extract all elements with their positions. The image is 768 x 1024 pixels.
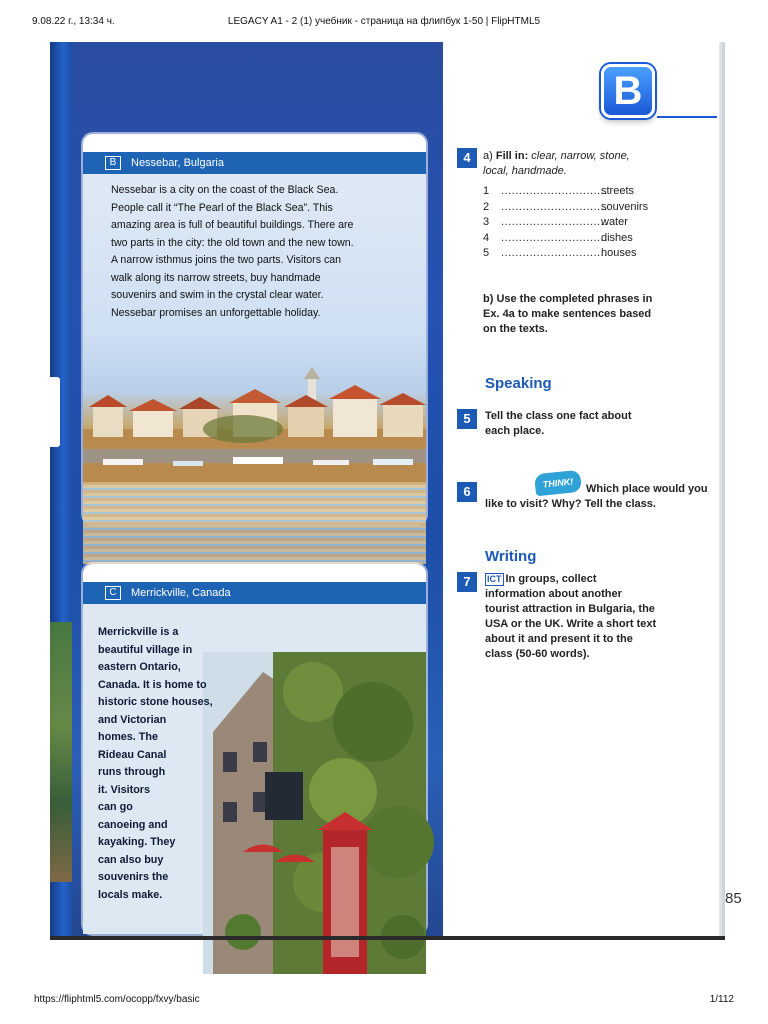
page-number: 85 (725, 890, 742, 907)
merrickville-line: souvenirs the (98, 871, 169, 883)
merrickville-line: locals make. (98, 888, 163, 901)
nessebar-line: amazing area is full of beautiful buildings. There are (111, 219, 354, 231)
fill-blank: .............................. (501, 216, 608, 229)
nessebar-line: walk along its narrow streets, buy handmade (111, 271, 321, 284)
textbook-page-scan (50, 42, 742, 940)
writing-heading: Writing (485, 548, 537, 565)
nessebar-line: Nessebar promises an unforgettable holiday. (111, 306, 321, 319)
nessebar-line: souvenirs and swim in the crystal clear water. (111, 289, 324, 301)
fill-row (483, 201, 703, 217)
nessebar-line: Nessebar is a city on the coast of the Black Sea. (111, 184, 339, 196)
strip-tab (50, 377, 60, 447)
print-header (0, 16, 768, 32)
merrickville-text (98, 624, 223, 904)
merrickville-line: kayaking. They (98, 836, 176, 848)
merrickville-line: Merrickville is a (98, 626, 179, 638)
card-header-merrickville (83, 582, 426, 604)
fill-word: streets (601, 185, 635, 197)
exercise-6-number: 6 (457, 482, 477, 502)
badge-underline (657, 116, 717, 118)
fill-row (483, 232, 703, 248)
fill-blank: .............................. (501, 231, 608, 244)
print-datetime: 9.08.22 г., 13:34 ч. (32, 16, 115, 27)
left-blue-panel (50, 42, 443, 940)
ex4b-line: b) Use the completed phrases in (483, 293, 653, 305)
ex4b-line: on the texts. (483, 323, 548, 335)
ex7-line: information about another (485, 588, 622, 600)
card-merrickville (83, 564, 426, 934)
exercise-6-line-2: like to visit? Why? Tell the class. (485, 498, 656, 510)
card-letter-b: B (105, 156, 121, 170)
fill-word: dishes (601, 231, 633, 244)
ex7-line: USA or the UK. Write a short text (485, 618, 657, 630)
fill-word: water (601, 216, 628, 229)
fill-number: 2 (483, 200, 490, 213)
merrickville-line: runs through (98, 766, 166, 778)
fill-row (483, 247, 703, 263)
ex4a-label: Fill in: (495, 150, 529, 162)
ex7-line: In groups, collect (505, 573, 597, 585)
merrickville-line: historic stone houses, (98, 696, 213, 708)
nessebar-line: People call it “The Pearl of the Black Sea”. This (111, 201, 333, 214)
fill-number: 4 (483, 231, 490, 244)
merrickville-line: homes. The (98, 731, 158, 743)
fill-word: houses (601, 247, 637, 260)
strip-photo (50, 622, 72, 882)
exercise-5-text (485, 409, 705, 439)
exercise-7-text (485, 572, 717, 662)
fill-number: 1 (483, 185, 490, 197)
fill-number: 3 (483, 216, 490, 229)
scan-bottom-edge (50, 936, 725, 940)
merrickville-line: it. Visitors (98, 783, 151, 796)
fill-in-list (483, 185, 703, 263)
ict-icon: ICT (487, 574, 502, 584)
fill-number: 5 (483, 247, 490, 260)
page-edge (719, 42, 725, 940)
ex7-line: class (50-60 words). (485, 648, 590, 660)
exercise-6-line-1: Which place would you (586, 483, 708, 495)
fill-blank: .............................. (501, 247, 608, 260)
print-page-count: 1/112 (709, 994, 734, 1005)
fill-row (483, 216, 703, 232)
ex7-line: about it and present it to the (485, 633, 633, 645)
card-title-merrickville: Merrickville, Canada (131, 587, 231, 599)
fill-row (483, 185, 703, 201)
ex7-line: tourist attraction in Bulgaria, the (485, 603, 655, 615)
merrickville-line: can also buy (98, 853, 164, 866)
fill-word: souvenirs (601, 200, 649, 213)
ex4a-words-1: clear, narrow, stone, (531, 150, 630, 162)
exercises-page (443, 42, 742, 940)
exercise-4a-instructions (483, 149, 713, 179)
ex5-line: Tell the class one fact about (485, 410, 632, 422)
print-page-title: LEGACY A1 - 2 (1) учебник - страница на флипбук 1-50 | FlipHTML5 (227, 16, 541, 27)
nessebar-line: A narrow isthmus joins the two parts. Visitors can (111, 254, 342, 266)
nessebar-text (111, 182, 401, 322)
nessebar-line: two parts in the city: the old town and the new town. (111, 236, 354, 249)
nessebar-houses-illustration (83, 389, 426, 484)
nessebar-water (83, 482, 426, 564)
merrickville-street-illustration (203, 652, 426, 974)
speaking-heading: Speaking (485, 375, 552, 392)
left-edge-strip (50, 42, 72, 940)
fill-blank: .............................. (501, 185, 608, 197)
ex4a-prefix: a) (483, 150, 493, 162)
card-nessebar (83, 134, 426, 524)
fill-blank: .............................. (501, 200, 608, 213)
exercise-5-number: 5 (457, 409, 477, 429)
merrickville-line: Canada. It is home to (98, 678, 207, 691)
card-letter-c: C (105, 586, 121, 600)
merrickville-line: beautiful village in (98, 643, 193, 656)
merrickville-line: eastern Ontario, (98, 661, 181, 673)
section-badge: B (601, 64, 655, 118)
card-title-nessebar: Nessebar, Bulgaria (131, 157, 224, 169)
merrickville-line: can go (98, 801, 133, 813)
ex4b-line: Ex. 4a to make sentences based (483, 308, 652, 320)
exercise-4-number: 4 (457, 148, 477, 168)
exercise-4b-instructions (483, 292, 713, 337)
exercise-7-number: 7 (457, 572, 477, 592)
merrickville-line: Rideau Canal (98, 748, 167, 761)
merrickville-line: canoeing and (98, 818, 168, 831)
ex5-line: each place. (485, 425, 545, 437)
ex4a-words-2: local, handmade. (483, 165, 567, 177)
print-url: https://fliphtml5.com/ocopp/fxvy/basic (34, 994, 200, 1005)
merrickville-line: and Victorian (98, 713, 167, 726)
card-header-nessebar (83, 152, 426, 174)
think-badge: THINK! (534, 470, 582, 497)
